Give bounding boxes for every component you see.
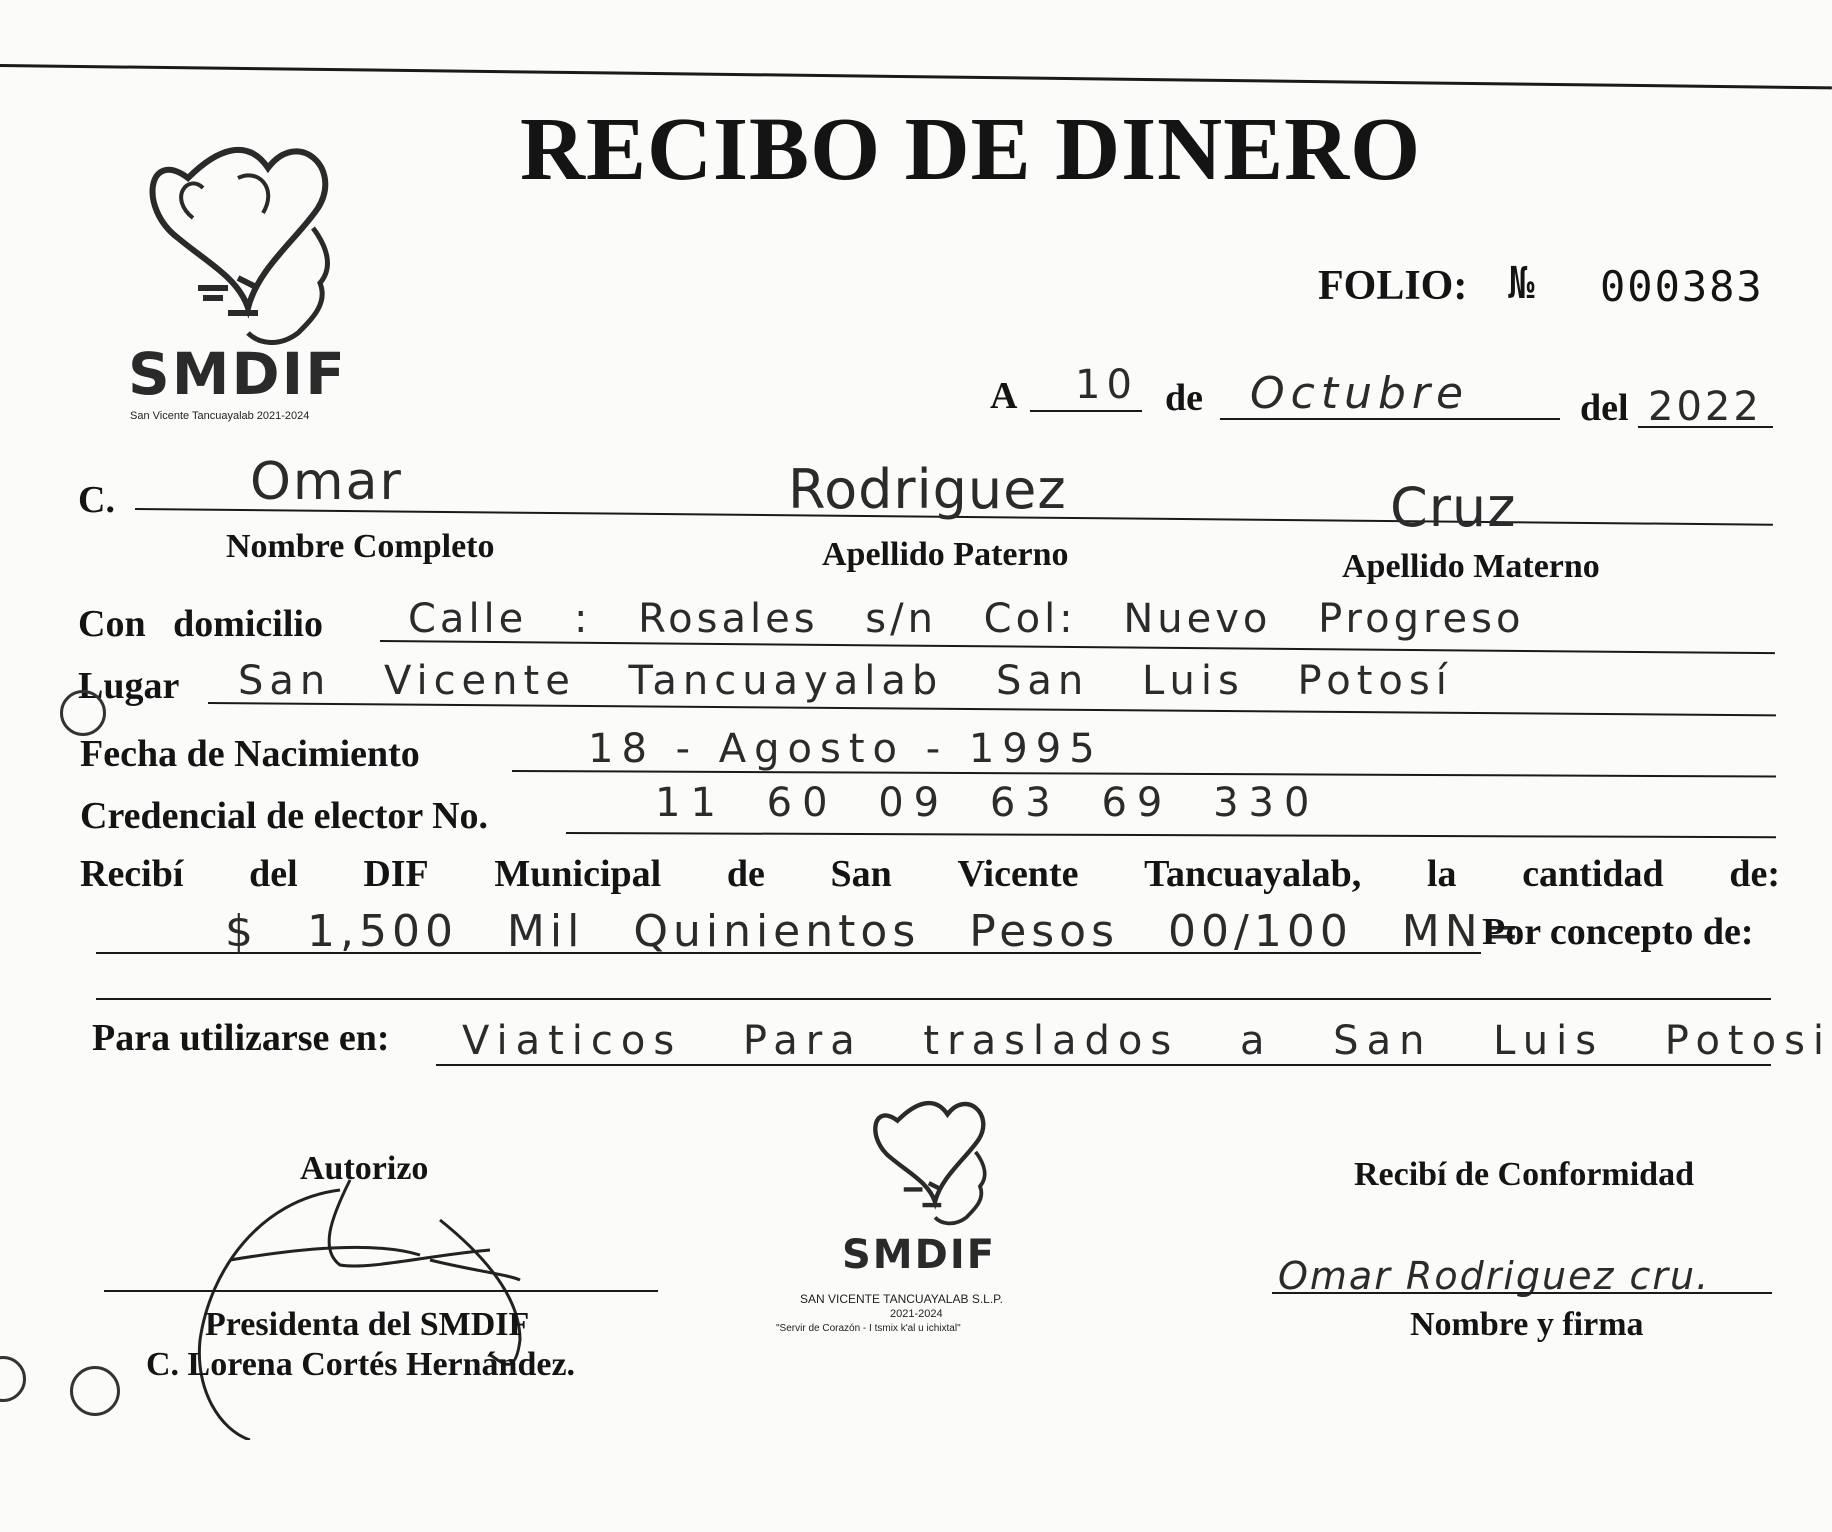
presidenta-sign-line: [104, 1290, 658, 1292]
label-materno: Apellido Materno: [1342, 548, 1600, 585]
credencial-label: Credencial de elector No.: [80, 795, 489, 837]
statement-word: Municipal: [494, 853, 662, 895]
person-paterno: Rodriguez: [788, 458, 1067, 521]
date-year: 2022: [1648, 384, 1762, 430]
logo-tagline: San Vicente Tancuayalab 2021-2024: [130, 410, 310, 422]
presidenta-signature-icon: [170, 1160, 630, 1440]
concepto-line: [96, 998, 1771, 1000]
recipient-sign-line: [1272, 1292, 1772, 1294]
person-prefix: C.: [78, 479, 115, 521]
smdif-logo: [128, 118, 368, 428]
date-prefix: A: [990, 375, 1018, 417]
autorizo-label: Autorizo: [300, 1150, 429, 1187]
label-paterno: Apellido Paterno: [822, 536, 1069, 573]
footer-heart-face-logo-icon: [860, 1080, 1010, 1230]
logo-name: SMDIF: [128, 340, 347, 408]
punch-hole-icon: [70, 1366, 120, 1416]
statement-word: la: [1426, 853, 1457, 895]
person-nombre: Omar: [250, 452, 403, 512]
presidenta-name: C. Lorena Cortés Hernández.: [146, 1346, 576, 1383]
amount-value: $ 1,500 Mil Quinientos Pesos 00/100 MN=: [225, 906, 1525, 957]
statement-word: del: [249, 853, 298, 895]
statement-word: Recibí: [80, 853, 184, 895]
folio-label: FOLIO:: [1318, 263, 1468, 309]
fecha-label: Fecha de Nacimiento: [80, 733, 420, 775]
statement-word: de: [726, 853, 765, 895]
utilizarse-value: Viaticos Para traslados a San Luis Potosi: [462, 1018, 1832, 1064]
statement-word: Tancuayalab,: [1144, 853, 1362, 895]
fecha-value: 18 - Agosto - 1995: [588, 726, 1103, 772]
statement-word: San: [830, 853, 892, 895]
day-line: [1030, 410, 1142, 412]
statement-word: cantidad: [1522, 853, 1664, 895]
recipient-signature: Omar Rodriguez cru.: [1278, 1254, 1711, 1298]
folio-symbol: №: [1508, 258, 1535, 309]
footer-logo-line2: 2021-2024: [890, 1308, 943, 1320]
date-month: Octubre: [1250, 368, 1470, 419]
presidenta-title: Presidenta del SMDIF: [205, 1306, 530, 1343]
firma-label: Nombre y firma: [1410, 1306, 1644, 1343]
utilizarse-line: [436, 1064, 1771, 1066]
footer-logo-line3: "Servir de Corazón - I tsmix k'al u ichixtal": [776, 1323, 961, 1334]
label-nombre: Nombre Completo: [226, 528, 495, 565]
credencial-line: [566, 832, 1776, 838]
utilizarse-label: Para utilizarse en:: [92, 1017, 390, 1059]
lugar-line: [208, 702, 1776, 716]
lugar-value: San Vicente Tancuayalab San Luis Potosí: [238, 658, 1453, 704]
domicilio-line: [380, 640, 1775, 654]
lugar-label: Lugar: [78, 665, 180, 707]
statement-word: de:: [1729, 853, 1780, 895]
credencial-value: 11 60 09 63 69 330: [655, 780, 1320, 826]
footer-logo-name: SMDIF: [842, 1232, 997, 1278]
page-title: RECIBO DE DINERO: [520, 100, 1422, 199]
date-del: del: [1580, 387, 1629, 429]
top-edge-line: [0, 64, 1832, 89]
punch-hole-icon: [0, 1356, 26, 1402]
conformidad-label: Recibí de Conformidad: [1354, 1156, 1694, 1193]
domicilio-value: Calle : Rosales s/n Col: Nuevo Progreso: [408, 596, 1525, 642]
date-de: de: [1165, 377, 1203, 419]
heart-face-logo-icon: [128, 118, 368, 348]
statement-word: DIF: [363, 853, 429, 895]
domicilio-label: Con domicilio: [78, 603, 323, 645]
person-materno: Cruz: [1390, 476, 1517, 539]
date-day: 10: [1075, 362, 1138, 408]
receipt-statement: [80, 852, 1780, 896]
punch-hole-icon: [60, 690, 106, 736]
footer-smdif-logo: [776, 1080, 1080, 1350]
folio-number: 000383: [1600, 262, 1764, 311]
concepto-label: Por concepto de:: [1482, 911, 1754, 953]
footer-logo-line1: SAN VICENTE TANCUAYALAB S.L.P.: [800, 1292, 1003, 1306]
statement-word: Vicente: [957, 853, 1079, 895]
